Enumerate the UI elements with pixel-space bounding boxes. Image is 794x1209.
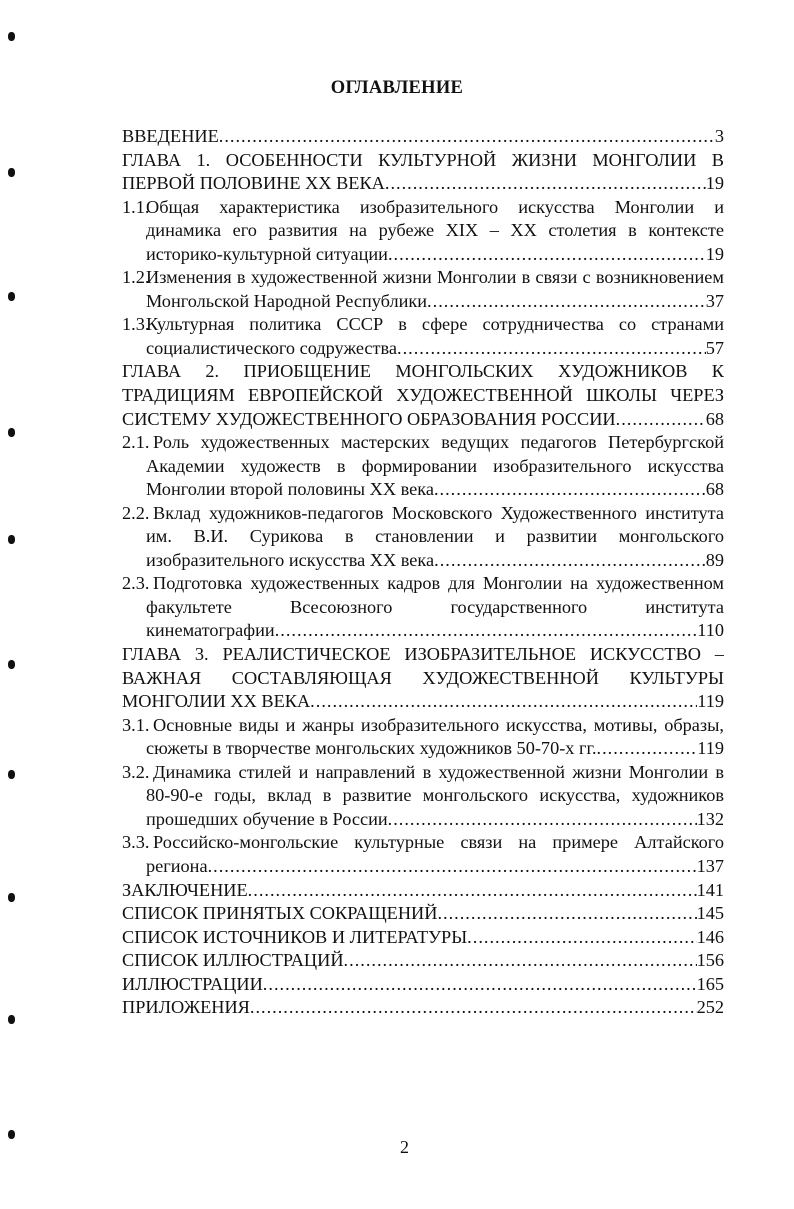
entry-text: СПИСОК ПРИНЯТЫХ СОКРАЩЕНИЙ: [122, 903, 438, 924]
dot-leader: [219, 125, 715, 149]
dot-leader: [397, 337, 706, 361]
dot-leader: [434, 549, 706, 573]
toc-leader-line: [122, 690, 724, 714]
toc-line: [122, 831, 724, 855]
entry-text: Вклад художников-педагогов Московского Художественного института: [153, 502, 724, 523]
section-number: 2.2.: [122, 502, 150, 523]
toc-entry[interactable]: [122, 313, 724, 360]
toc-line: [122, 384, 724, 408]
toc-leader-line: [122, 973, 724, 997]
entry-text: кинематографии: [146, 620, 275, 641]
page-ref: 68: [705, 479, 724, 500]
toc-leader-line: [122, 549, 724, 573]
dot-leader: [427, 290, 706, 314]
toc-line: [122, 196, 724, 220]
section-number: 2.1.: [122, 432, 150, 453]
dot-leader: [344, 949, 697, 973]
scan-mark: [8, 168, 15, 177]
page-number: 2: [400, 1137, 409, 1157]
section-number: 1.3.: [122, 314, 150, 335]
scan-mark: [8, 893, 15, 902]
entry-text: Российско-монгольские культурные связи на примере Алтайского: [153, 832, 724, 853]
page-ref: 119: [697, 738, 724, 759]
page-ref: 252: [696, 997, 724, 1018]
toc-entry[interactable]: [122, 266, 724, 313]
toc-line: [122, 784, 724, 808]
page-ref: 156: [696, 950, 724, 971]
page-ref: 141: [696, 879, 724, 900]
entry-text: Культурная политика СССР в сфере сотрудничества со странами: [146, 314, 724, 335]
dot-leader: [437, 902, 696, 926]
page-ref: 37: [705, 290, 724, 311]
toc-line: [122, 667, 724, 691]
entry-text: социалистического содружества: [146, 337, 398, 358]
page-ref: 145: [696, 903, 724, 924]
table-of-contents: [122, 125, 724, 1020]
toc-line: [122, 431, 724, 455]
entry-text: СПИСОК ИЛЛЮСТРАЦИЙ: [122, 950, 344, 971]
toc-line: [122, 596, 724, 620]
toc-leader-line: [122, 243, 724, 267]
toc-leader-line: [122, 172, 724, 196]
entry-text: историко-культурной ситуации: [146, 243, 388, 264]
toc-leader-line: [122, 926, 724, 950]
entry-text: МОНГОЛИИ XX ВЕКА: [122, 691, 311, 712]
entry-text: факультете Всесоюзного государственного института: [146, 596, 724, 617]
scan-mark: [8, 660, 15, 669]
entry-text: Изменения в художественной жизни Монголии в связи с возникновением: [146, 267, 724, 288]
entry-text: Монголии второй половины XX века: [146, 479, 434, 500]
entry-text: ИЛЛЮСТРАЦИИ: [122, 973, 263, 994]
page-ref: 137: [696, 855, 724, 876]
scan-mark: [8, 770, 15, 779]
entry-text: ЗАКЛЮЧЕНИЕ: [122, 879, 248, 900]
page-ref: 3: [714, 126, 724, 146]
toc-line: [122, 502, 724, 526]
entry-text: СИСТЕМУ ХУДОЖЕСТВЕННОГО ОБРАЗОВАНИЯ РОССИИ: [122, 408, 616, 429]
toc-entry[interactable]: [122, 879, 724, 903]
dot-leader: [208, 855, 697, 879]
toc-entry[interactable]: [122, 431, 724, 502]
section-number: 2.3.: [122, 573, 150, 594]
entry-text: ГЛАВА 1. ОСОБЕННОСТИ КУЛЬТУРНОЙ ЖИЗНИ МОНГОЛИИ В: [122, 149, 724, 170]
toc-entry[interactable]: [122, 973, 724, 997]
entry-text: региона: [146, 855, 208, 876]
scan-mark: [8, 1015, 15, 1024]
section-number: 3.3.: [122, 832, 150, 853]
entry-text: ТРАДИЦИЯМ ЕВРОПЕЙСКОЙ ХУДОЖЕСТВЕННОЙ ШКОЛЫ ЧЕРЕЗ: [122, 385, 724, 406]
page-ref: 132: [696, 808, 724, 829]
toc-entry[interactable]: [122, 949, 724, 973]
toc-line: [122, 219, 724, 243]
section-number: 3.2.: [122, 761, 150, 782]
toc-entry[interactable]: [122, 996, 724, 1020]
toc-entry[interactable]: [122, 502, 724, 573]
toc-entry[interactable]: [122, 926, 724, 950]
section-number: 1.2.: [122, 267, 150, 288]
toc-line: [122, 643, 724, 667]
toc-entry[interactable]: [122, 196, 724, 267]
dot-leader: [597, 737, 698, 761]
scan-mark: [8, 32, 15, 41]
toc-line: [122, 525, 724, 549]
toc-leader-line: [122, 996, 724, 1020]
toc-line: [122, 266, 724, 290]
toc-entry[interactable]: [122, 761, 724, 832]
dot-leader: [263, 973, 697, 997]
page-ref: 19: [705, 173, 724, 194]
entry-text: динамика его развития на рубеже XIX – XX столетия в контексте: [146, 220, 724, 241]
toc-line: [122, 572, 724, 596]
entry-text: ГЛАВА 3. РЕАЛИСТИЧЕСКОЕ ИЗОБРАЗИТЕЛЬНОЕ ИСКУССТВО –: [122, 644, 724, 665]
dot-leader: [250, 996, 697, 1020]
scan-mark: [8, 292, 15, 301]
entry-text: Монгольской Народной Республики: [146, 290, 428, 311]
toc-entry[interactable]: [122, 149, 724, 196]
toc-line: [122, 455, 724, 479]
dot-leader: [275, 619, 698, 643]
section-number: 1.1.: [122, 196, 150, 217]
toc-entry[interactable]: [122, 831, 724, 878]
entry-text: Динамика стилей и направлений в художественной жизни Монголии в: [153, 761, 724, 782]
entry-text: 80-90-е годы, вклад в развитие монгольского искусства, художников: [146, 785, 724, 806]
toc-leader-line: [122, 808, 724, 832]
scan-mark: [8, 1130, 15, 1139]
toc-leader-line: [122, 902, 724, 926]
page-ref: 119: [697, 691, 724, 712]
entry-text: Академии художеств в формировании изобразительного искусства: [146, 455, 724, 476]
toc-leader-line: [122, 949, 724, 973]
toc-leader-line: [122, 337, 724, 361]
entry-text: изобразительного искусства XX века: [146, 549, 435, 570]
toc-leader-line: [122, 855, 724, 879]
dot-leader: [385, 172, 706, 196]
toc-leader-line: [122, 619, 724, 643]
entry-text: прошедших обучение в России: [146, 808, 388, 829]
toc-entry[interactable]: [122, 360, 724, 431]
entry-text: ВВЕДЕНИЕ: [122, 126, 219, 146]
toc-entry[interactable]: [122, 125, 724, 149]
entry-text: СПИСОК ИСТОЧНИКОВ И ЛИТЕРАТУРЫ: [122, 926, 468, 947]
dot-leader: [388, 808, 697, 832]
entry-text: ПРИЛОЖЕНИЯ: [122, 997, 250, 1018]
toc-entry[interactable]: [122, 572, 724, 643]
toc-line: [122, 761, 724, 785]
entry-text: сюжеты в творчестве монгольских художников 50-70-х гг.: [146, 738, 597, 759]
entry-text: Общая характеристика изобразительного искусства Монголии и: [146, 196, 724, 217]
toc-line: [122, 714, 724, 738]
page-ref: 110: [697, 620, 724, 641]
toc-line: [122, 360, 724, 384]
toc-leader-line: [122, 408, 724, 432]
dot-leader: [248, 879, 697, 903]
entry-text: Основные виды и жанры изобразительного искусства, мотивы, образы,: [153, 714, 724, 735]
dot-leader: [310, 690, 697, 714]
entry-text: ВАЖНАЯ СОСТАВЛЯЮЩАЯ ХУДОЖЕСТВЕННОЙ КУЛЬТУРЫ: [122, 667, 724, 688]
toc-leader-line: [122, 879, 724, 903]
dot-leader: [616, 408, 706, 432]
scan-mark: [8, 428, 15, 437]
toc-leader-line: [122, 478, 724, 502]
page-ref: 57: [705, 337, 724, 358]
dot-leader: [434, 478, 706, 502]
dot-leader: [467, 926, 696, 950]
toc-line: [122, 149, 724, 173]
toc-line: [122, 313, 724, 337]
entry-text: ПЕРВОЙ ПОЛОВИНЕ XX ВЕКА: [122, 173, 385, 194]
toc-leader-line: [122, 125, 724, 149]
section-number: 3.1.: [122, 714, 150, 735]
toc-leader-line: [122, 737, 724, 761]
toc-entry[interactable]: [122, 902, 724, 926]
page-ref: 146: [696, 926, 724, 947]
page-title: ОГЛАВЛЕНИЕ: [330, 78, 464, 98]
entry-text: Подготовка художественных кадров для Монголии на художественном: [153, 573, 724, 594]
scan-mark: [8, 535, 15, 544]
page-ref: 89: [705, 549, 724, 570]
page-ref: 68: [705, 408, 724, 429]
entry-text: Роль художественных мастерских ведущих педагогов Петербургской: [153, 432, 724, 453]
dot-leader: [388, 243, 706, 267]
entry-text: ГЛАВА 2. ПРИОБЩЕНИЕ МОНГОЛЬСКИХ ХУДОЖНИКОВ К: [122, 361, 724, 382]
entry-text: им. В.И. Сурикова в становлении и развитии монгольского: [146, 526, 724, 547]
page-ref: 165: [696, 973, 724, 994]
toc-entry[interactable]: [122, 714, 724, 761]
page-ref: 19: [705, 243, 724, 264]
toc-entry[interactable]: [122, 643, 724, 714]
toc-leader-line: [122, 290, 724, 314]
